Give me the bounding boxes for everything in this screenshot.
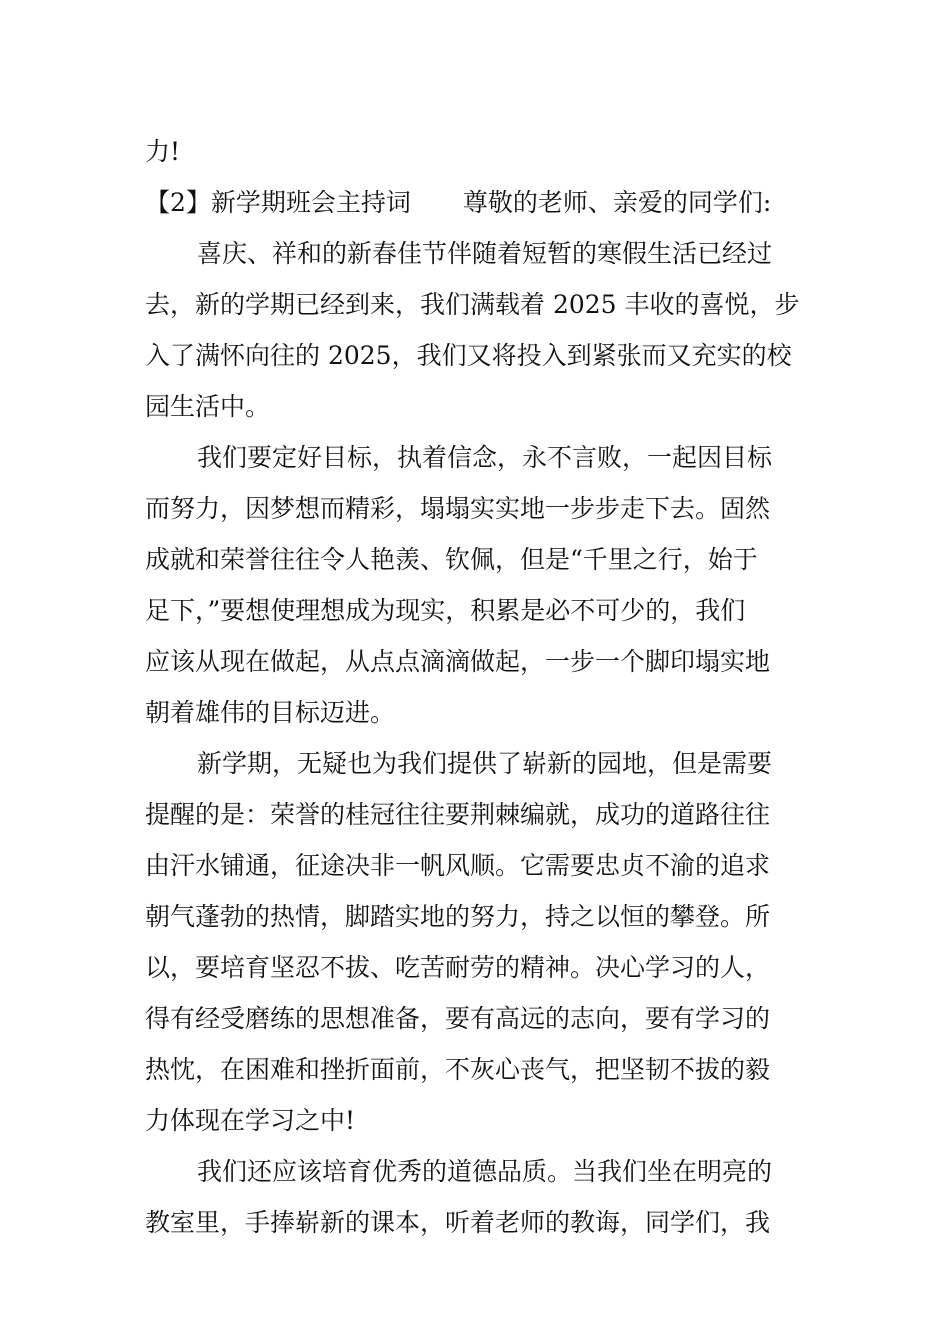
paragraph-first-line: 我们还应该培育优秀的道德品质。当我们坐在明亮的: [197, 1157, 773, 1186]
text-line: 成就和荣誉往往令人艳羡、钦佩，但是“千里之行，始于: [145, 545, 758, 574]
text-line: 应该从现在做起，从点点滴滴做起，一步一个脚印塌实地: [145, 647, 771, 676]
document-page: [145, 126, 807, 1248]
text-line: 提醒的是：荣誉的桂冠往往要荆棘编就，成功的道路往往: [145, 800, 771, 829]
text-line: 力!: [145, 137, 181, 166]
section-title: 【2】新学期班会主持词: [145, 188, 411, 217]
section-heading-line: [145, 177, 807, 228]
text-line: 得有经受磨练的思想准备，要有高远的志向，要有学习的: [145, 1004, 771, 1033]
text-line: 力体现在学习之中!: [145, 1106, 356, 1135]
paragraph-first-line: 新学期，无疑也为我们提供了崭新的园地，但是需要: [197, 749, 773, 778]
text-line: 入了满怀向往的 2025，我们又将投入到紧张而又充实的校: [145, 341, 792, 370]
paragraph-first-line: 我们要定好目标，执着信念，永不言败，一起因目标: [197, 443, 773, 472]
text-line: 园生活中。: [145, 392, 271, 421]
text-line: 以，要培育坚忍不拔、吃苦耐劳的精神。决心学习的人，: [145, 953, 771, 982]
salutation: 尊敬的老师、亲爱的同学们:: [462, 188, 772, 217]
text-line: 足下，”要想使理想成为现实，积累是必不可少的，我们: [145, 596, 746, 625]
text-line: 去，新的学期已经到来，我们满载着 2025 丰收的喜悦，步: [145, 290, 800, 319]
text-line: 热忱，在困难和挫折面前，不灰心丧气，把坚韧不拔的毅: [145, 1055, 771, 1084]
text-line: 朝气蓬勃的热情，脚踏实地的努力，持之以恒的攀登。所: [145, 902, 771, 931]
paragraph-first-line: 喜庆、祥和的新春佳节伴随着短暂的寒假生活已经过: [197, 239, 773, 268]
text-line: 朝着雄伟的目标迈进。: [145, 698, 396, 727]
text-line: 教室里，手捧崭新的课本，听着老师的教诲，同学们，我: [145, 1208, 771, 1237]
text-line: 而努力，因梦想而精彩，塌塌实实地一步步走下去。固然: [145, 494, 771, 523]
text-line: 由汗水铺通，征途决非一帆风顺。它需要忠贞不渝的追求: [145, 851, 771, 880]
